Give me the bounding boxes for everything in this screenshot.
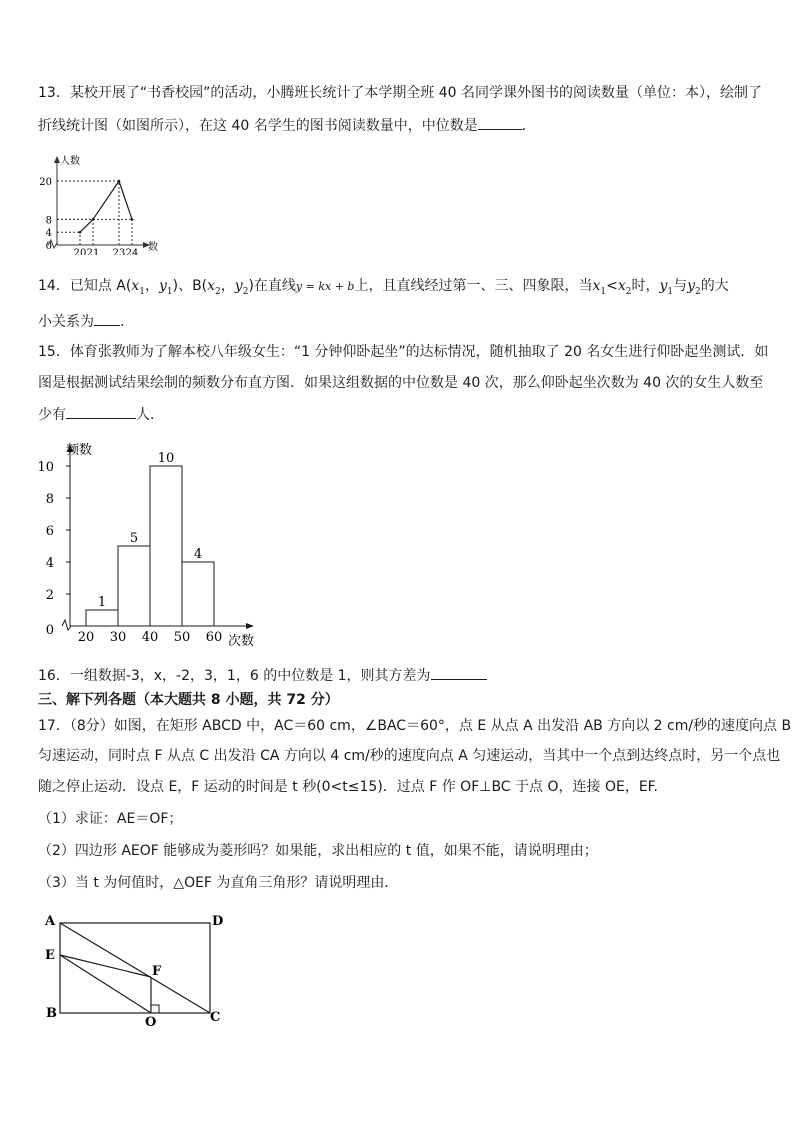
- label-d: D: [212, 914, 224, 929]
- q15-bar-label: 4: [193, 547, 203, 562]
- q14-cmp-x1-sub: 1: [600, 286, 607, 297]
- q16-line: [38, 665, 487, 686]
- label-o: O: [145, 1015, 157, 1030]
- label-c: C: [210, 1010, 221, 1025]
- q15-bar: [118, 546, 150, 626]
- q13-data-point: [131, 218, 134, 221]
- q13-data-point: [92, 218, 95, 221]
- q14-formula: y = kx + b: [295, 280, 355, 293]
- q14-answer-blank: [94, 311, 120, 326]
- q15-y-tick-label: 6: [45, 524, 54, 539]
- q14-cmp-x2: x: [617, 278, 626, 294]
- q15-y-tick-label: 4: [45, 556, 54, 571]
- q14-sep2: ，: [220, 278, 235, 294]
- q13-y-tick-label: 0: [45, 241, 52, 252]
- q14-cy2: y: [687, 278, 696, 294]
- q13-y-tick-label: 8: [45, 215, 52, 227]
- q15-x-tick-label: 50: [173, 630, 191, 645]
- q15-line-3: [38, 404, 164, 425]
- q13-data-point: [118, 180, 121, 183]
- q13-answer-blank: [478, 115, 522, 130]
- q14-y2-sub: 2: [242, 286, 249, 297]
- q15-y-tick-label: 8: [45, 492, 54, 507]
- q14-and: 与: [673, 278, 688, 294]
- q14-cmp-x1: x: [592, 278, 601, 294]
- q15-bar-label: 1: [97, 595, 107, 610]
- q17-line-2: 匀速运动，同时点 F 从点 C 出发沿 CA 方向以 4 cm/秒的速度向点 A 匀速运动，当其中一个点到达终点时，另一个点也: [38, 748, 781, 764]
- q14-text-e: 小关系为: [38, 314, 94, 330]
- q17-rectangle-figure: [40, 905, 230, 1030]
- q14-text-d: 的大: [700, 278, 729, 294]
- q14-cy1-sub: 1: [667, 286, 674, 297]
- q14-cy1: y: [659, 278, 668, 294]
- q15-x-axis-arrow: [246, 623, 254, 629]
- q13-x-tick-label: 21: [86, 248, 100, 255]
- q14-text-c: 时，: [631, 278, 660, 294]
- segment-ef: [60, 955, 151, 977]
- q14-less-than: <: [606, 278, 618, 294]
- q13-x-tick-label: 24: [125, 248, 139, 255]
- q15-line3b: 人．: [136, 407, 164, 423]
- q14-y1-sub: 1: [166, 286, 173, 297]
- q15-answer-blank: [66, 404, 136, 419]
- q15-line-2: 图是根据测试结果绘制的频数分布直方图．如果这组数据的中位数是 40 次，那么仰卧起坐次数为 40 次的女生人数至: [38, 375, 764, 391]
- q14-x1-sub: 1: [139, 286, 145, 297]
- q13-y-tick-label: 4: [45, 228, 52, 240]
- q15-x-tick-label: 40: [141, 630, 159, 645]
- q14-sep1: ，: [144, 278, 159, 294]
- segment-eo: [60, 955, 151, 1013]
- q17-sub-3: （3）当 t 为何值时，△OEF 为直角三角形？请说明理由．: [38, 875, 399, 891]
- section-3-title: 三、解下列各题（本大题共 8 小题，共 72 分）: [38, 692, 339, 708]
- q14-cmp-x2-sub: 2: [625, 286, 632, 297]
- q13-text: 折线统计图（如图所示），在这 40 名学生的图书阅读数量中，中位数是: [38, 118, 478, 134]
- q15-line3a: 少有: [38, 407, 66, 423]
- label-b: B: [46, 1006, 57, 1021]
- q14-x2: x: [207, 278, 216, 294]
- q14-mid2: )在直线: [248, 278, 296, 294]
- label-f: F: [152, 964, 162, 979]
- q15-x-tick-label: 60: [205, 630, 223, 645]
- q14-mid1: )、B(: [172, 278, 208, 294]
- q13-x-tick-label: 23: [112, 248, 126, 255]
- q17-line-3: 随之停止运动．设点 E，F 运动的时间是 t 秒(0<t≤15)．过点 F 作 OF⊥BC 于点 O，连接 OE，EF.: [38, 779, 658, 795]
- q14-text-a: 14．已知点 A(: [38, 278, 132, 294]
- q15-bar: [182, 562, 214, 626]
- q14-x2-sub: 2: [215, 286, 221, 297]
- q13-line-chart: [30, 150, 165, 255]
- q13-end: ．: [521, 118, 536, 134]
- right-angle-mark: [151, 1005, 159, 1013]
- q13-line-2: [38, 115, 536, 136]
- q15-x-tick-label: 20: [77, 630, 95, 645]
- q14-line-2: [38, 311, 124, 332]
- q15-line-1: 15．体育张教师为了解本校八年级女生：“1 分钟仰卧起坐”的达标情况，随机抽取了 20 名女生进行仰卧起坐测试．如: [38, 344, 769, 360]
- diagonal-ac: [60, 923, 210, 1013]
- q14-x1: x: [131, 278, 140, 294]
- q15-bar: [150, 466, 182, 626]
- q15-x-label: 次数: [228, 634, 255, 649]
- q14-y2: y: [234, 278, 243, 294]
- label-e: E: [45, 948, 55, 963]
- q14-end: .: [120, 314, 125, 330]
- q15-y-tick-label: 2: [45, 588, 54, 603]
- q13-y-tick-label: 20: [39, 177, 52, 188]
- q13-x-label: 数: [148, 242, 158, 253]
- q13-x-tick-label: 20: [73, 248, 87, 255]
- q14-cy2-sub: 2: [695, 286, 701, 297]
- q16-answer-blank: [431, 665, 487, 680]
- q15-histogram: [30, 438, 270, 650]
- q15-bar-label: 10: [157, 451, 175, 466]
- q13-y-label: 人数: [60, 156, 80, 167]
- q17-line-1: 17．（8分）如图，在矩形 ABCD 中，AC＝60 cm，∠BAC＝60°，点 E 从点 A 出发沿 AB 方向以 2 cm/秒的速度向点 B: [38, 718, 792, 734]
- q15-x-tick-label: 30: [109, 630, 127, 645]
- q13-line-1: 13．某校开展了“书香校园”的活动，小腾班长统计了本学期全班 40 名同学课外图书的阅读数量（单位：本），绘制了: [38, 85, 763, 101]
- q14-text-b: 上，且直线经过第一、三、四象限，当: [354, 278, 593, 294]
- q17-sub-2: （2）四边形 AEOF 能够成为菱形吗？如果能，求出相应的 t 值，如果不能，请说明理由；: [38, 843, 598, 859]
- q15-bar: [86, 610, 118, 626]
- q14-line-1: [38, 276, 729, 302]
- q15-y-tick-label: 0: [45, 623, 54, 638]
- q16-text: 16．一组数据-3，x，-2，3，1，6 的中位数是 1，则其方差为: [38, 668, 431, 684]
- label-a: A: [45, 914, 56, 929]
- q14-y1: y: [158, 278, 167, 294]
- q15-bar-label: 5: [129, 531, 139, 546]
- q15-y-label: 频数: [66, 443, 93, 458]
- q17-sub-1: （1）求证：AE＝OF；: [38, 811, 183, 827]
- q13-data-point: [79, 231, 82, 234]
- q15-y-tick-label: 10: [37, 460, 54, 475]
